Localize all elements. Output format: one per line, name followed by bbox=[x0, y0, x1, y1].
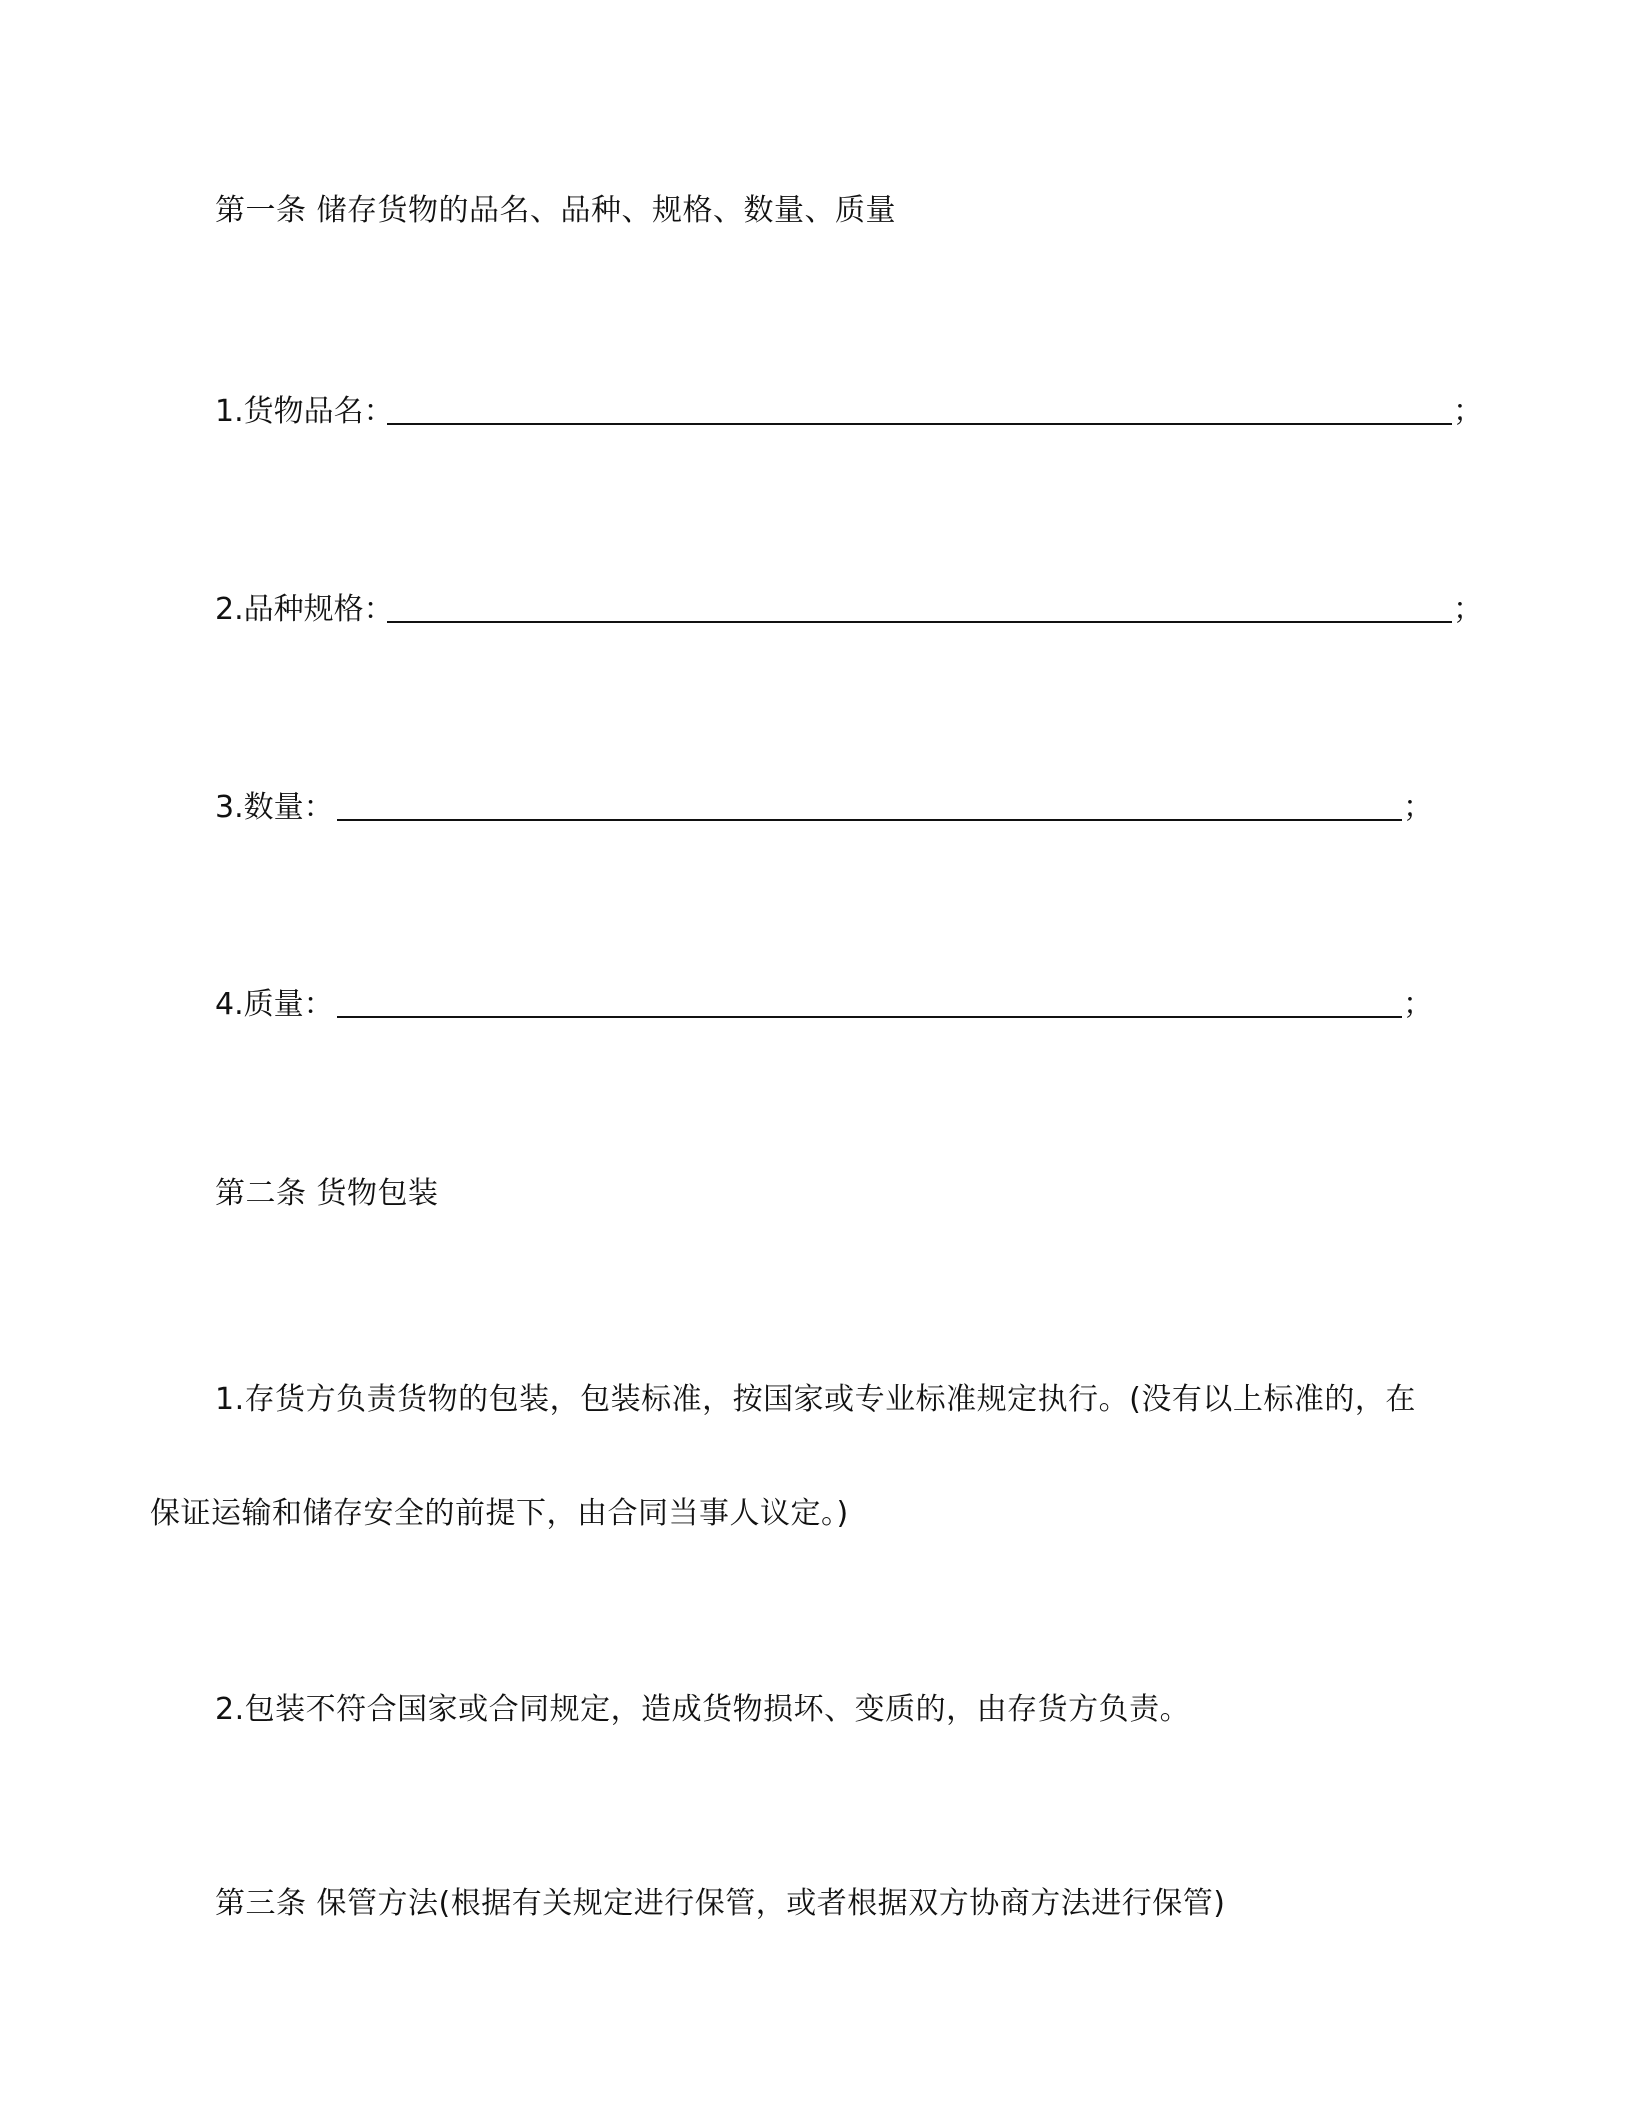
article-1-heading: 第一条 储存货物的品名、品种、规格、数量、质量 bbox=[215, 193, 897, 228]
field-quantity bbox=[215, 788, 1433, 828]
field-goods-name-label: 1.货物品名： bbox=[215, 394, 394, 429]
article-2-item-1-line-2: 保证运输和储存安全的前提下，由合同当事人议定。) bbox=[150, 1496, 849, 1531]
field-variety-spec-label: 2.品种规格： bbox=[215, 592, 394, 627]
field-goods-name bbox=[215, 392, 1483, 432]
field-quantity-end: ； bbox=[1403, 790, 1433, 825]
field-variety-spec bbox=[215, 590, 1483, 630]
field-quality bbox=[215, 985, 1433, 1025]
article-2-item-1-line-1: 1.存货方负责货物的包装，包装标准，按国家或专业标准规定执行。(没有以上标准的，在 bbox=[215, 1382, 1416, 1417]
field-quality-blank[interactable] bbox=[337, 1016, 1402, 1018]
field-quantity-label: 3.数量： bbox=[215, 790, 334, 825]
article-3-heading: 第三条 保管方法(根据有关规定进行保管，或者根据双方协商方法进行保管) bbox=[215, 1886, 1226, 1921]
field-variety-spec-end: ； bbox=[1453, 592, 1483, 627]
field-goods-name-end: ； bbox=[1453, 394, 1483, 429]
article-2-heading: 第二条 货物包装 bbox=[215, 1176, 439, 1211]
field-quantity-blank[interactable] bbox=[337, 819, 1402, 821]
field-quality-end: ； bbox=[1403, 987, 1433, 1022]
field-goods-name-blank[interactable] bbox=[387, 423, 1452, 425]
field-variety-spec-blank[interactable] bbox=[387, 621, 1452, 623]
article-2-item-2: 2.包装不符合国家或合同规定，造成货物损坏、变质的，由存货方负责。 bbox=[215, 1692, 1191, 1727]
field-quality-label: 4.质量： bbox=[215, 987, 334, 1022]
